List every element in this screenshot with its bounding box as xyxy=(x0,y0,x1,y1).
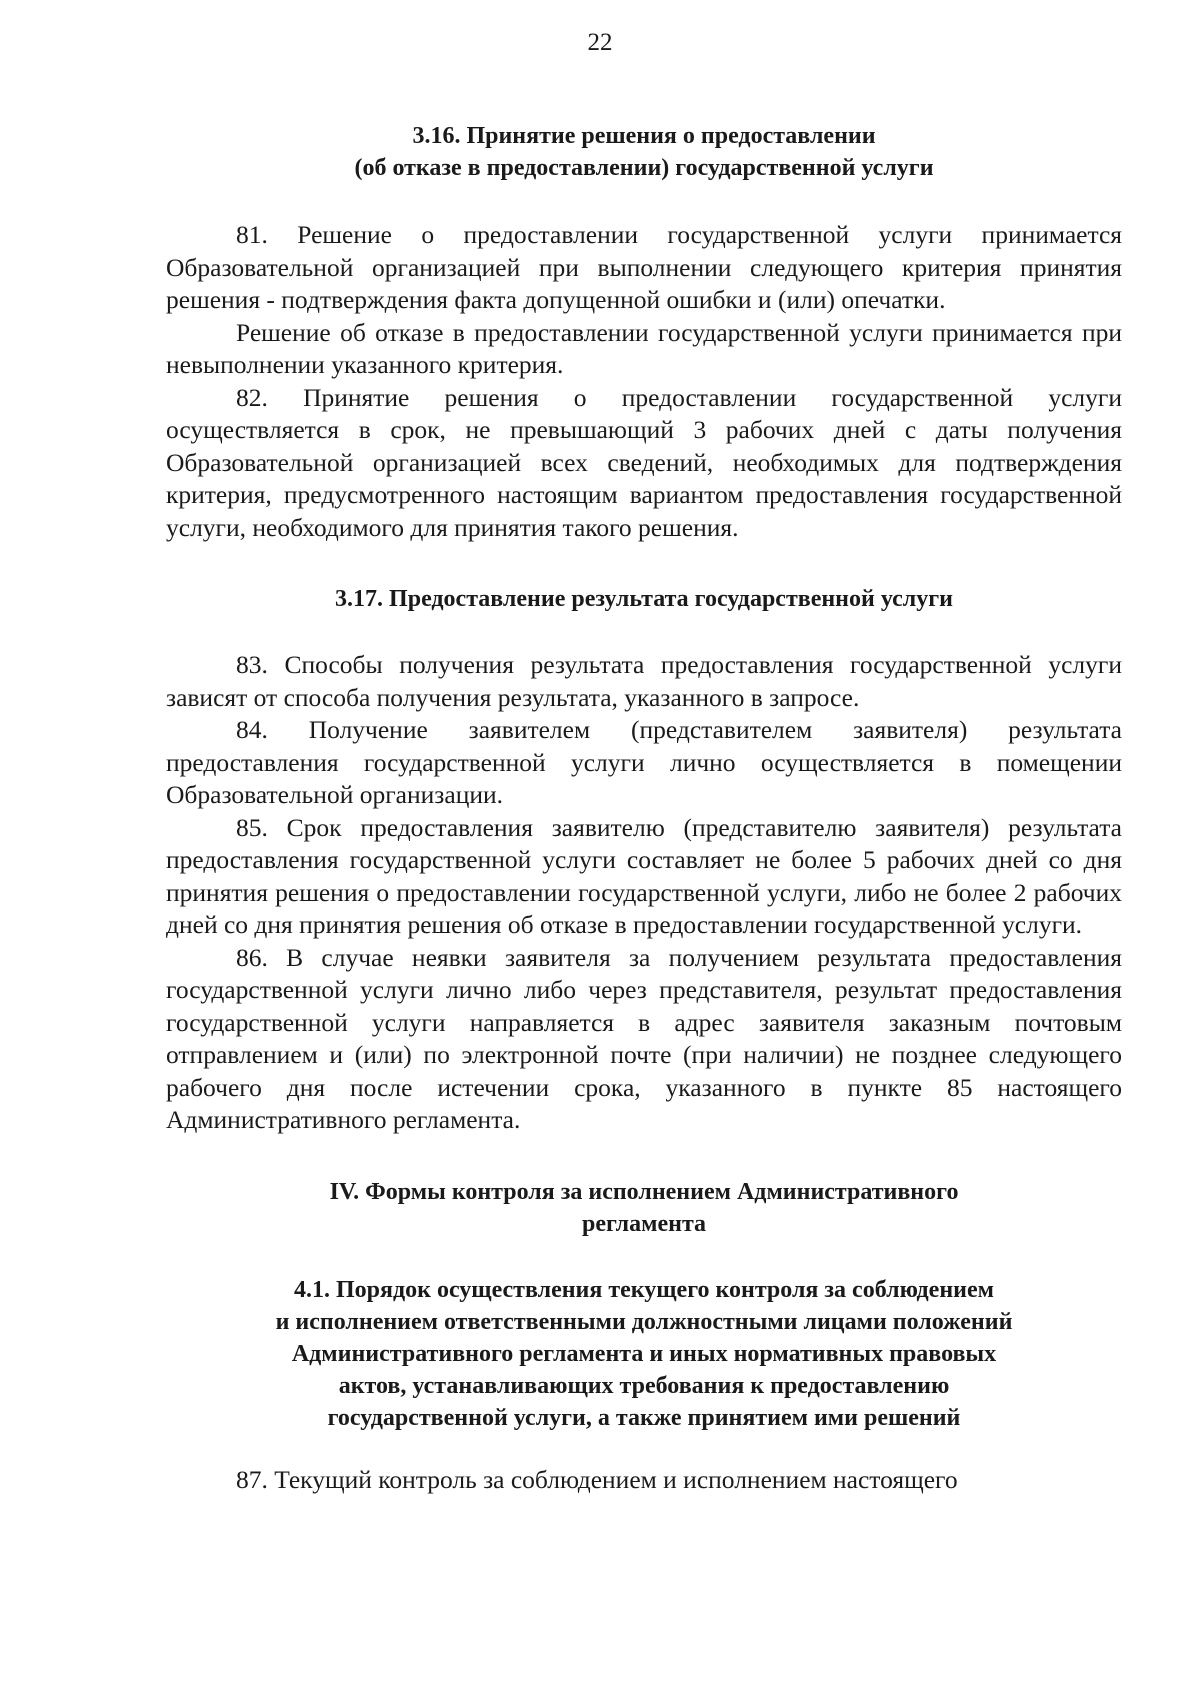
paragraph-81: 81. Решение о предоставлении государственной услуги принимается Образовательной организацией при выполнении следующего критерия принятия решения - подтверждения факта допущенной ошибки и (или) опечатки. xyxy=(166,220,1122,314)
page-number: 22 xyxy=(587,29,613,56)
paragraph-87: 87. Текущий контроль за соблюдением и исполнением настоящего xyxy=(236,1464,958,1494)
paragraph-refusal: Решение об отказе в предоставлении государственной услуги принимается при невыполнении указанного критерия. xyxy=(166,317,1122,379)
heading-line: 4.1. Порядок осуществления текущего контроля за соблюдением xyxy=(294,1276,994,1303)
page-content xyxy=(166,120,1122,1496)
heading-line: государственной услуги, а также принятием ими решений xyxy=(327,1404,961,1431)
section-iv-heading xyxy=(166,1176,1122,1240)
section-4-1-heading xyxy=(166,1274,1122,1434)
paragraph-85: 85. Срок предоставления заявителю (представителю заявителя) результата предоставления государственной услуги составляет не более 5 рабочих дней со дня принятия решения о предоставлении государственной услуги, либо не более 2 рабочих дней со дня принятия решения об отказе в предоставлении государственной услуги. xyxy=(166,812,1122,939)
heading-line: 3.16. Принятие решения о предоставлении xyxy=(412,123,876,149)
section-3-17-heading: 3.17. Предоставление результата государственной услуги xyxy=(335,586,953,612)
paragraph-82: 82. Принятие решения о предоставлении государственной услуги осуществляется в срок, не превышающий 3 рабочих дней с даты получения Образовательной организацией всех сведений, необходимых для подтверждения критерия, предусмотренного настоящим вариантом предоставления государственной услуги, необходимого для принятия такого решения. xyxy=(166,382,1122,542)
heading-line: и исполнением ответственными должностными лицами положений xyxy=(275,1308,1013,1335)
heading-line: актов, устанавливающих требования к предоставлению xyxy=(338,1372,950,1399)
paragraph-83: 83. Способы получения результата предоставления государственной услуги зависят от способа получения результата, указанного в запросе. xyxy=(166,650,1122,712)
heading-line: IV. Формы контроля за исполнением Административного xyxy=(329,1178,959,1205)
paragraph-86: 86. В случае неявки заявителя за получением результата предоставления государственной услуги лично либо через представителя, результат предоставления государственной услуги направляется в адрес заявителя заказным почтовым отправлением и (или) по электронной почте (при наличии) не позднее следующего рабочего дня после истечении срока, указанного в пункте 85 настоящего Административного регламента. xyxy=(166,942,1122,1134)
paragraph-84: 84. Получение заявителем (представителем заявителя) результата предоставления государственной услуги лично осуществляется в помещении Образовательной организации. xyxy=(166,715,1122,809)
section-3-16-heading xyxy=(166,120,1122,184)
heading-line: регламента xyxy=(581,1210,707,1237)
heading-line: Административного регламента и иных нормативных правовых xyxy=(291,1340,997,1367)
heading-line: (об отказе в предоставлении) государственной услуги xyxy=(354,155,934,181)
